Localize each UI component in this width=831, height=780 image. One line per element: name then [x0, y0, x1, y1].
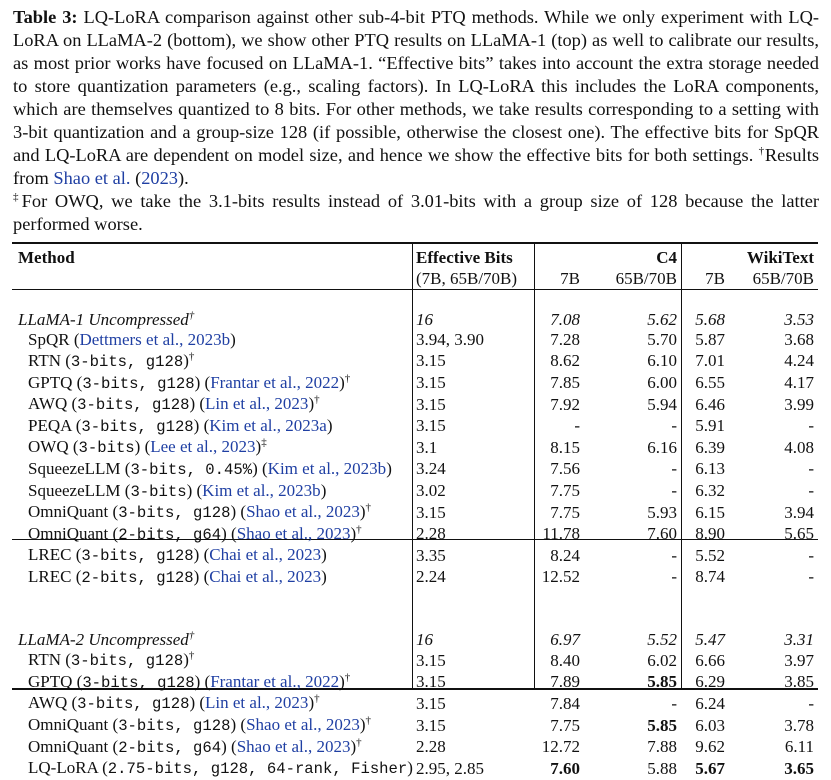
footnote-mark: † [365, 501, 372, 514]
citation-link[interactable]: Shao et al., 2023 [236, 736, 351, 756]
citation-link[interactable]: Lee et al., 2023 [150, 437, 256, 457]
method-config: 3-bits, g128 [82, 673, 195, 692]
wikitext-7b-cell: 6.29 [695, 672, 725, 692]
wikitext-big-cell: - [808, 567, 814, 587]
wikitext-7b-cell: 7.01 [695, 351, 725, 371]
citation-link-shao[interactable]: Shao et al. [53, 168, 131, 188]
method-cell [12, 416, 412, 438]
c4-7b-cell: 7.89 [550, 672, 580, 692]
effective-bits-cell: 3.15 [416, 715, 446, 735]
citation-link[interactable]: Kim et al., 2023b [202, 480, 321, 500]
table-row [12, 502, 818, 524]
c4-7b-cell: 7.75 [550, 502, 580, 522]
wikitext-7b-cell: 5.91 [695, 416, 725, 436]
citation-link[interactable]: Kim et al., 2023a [209, 415, 327, 435]
c4-big-cell: 5.85 [647, 672, 677, 692]
wikitext-7b-cell: 5.68 [695, 309, 725, 329]
c4-7b-cell: 7.75 [550, 715, 580, 735]
table-row [12, 545, 818, 567]
wikitext-big-cell: 3.99 [784, 394, 814, 414]
effective-bits-cell: 3.1 [416, 437, 438, 457]
c4-big-cell: 7.60 [647, 524, 677, 544]
wikitext-7b-cell: 9.62 [695, 737, 725, 757]
c4-7b-cell: 12.52 [541, 567, 580, 587]
method-paren: ) ( [193, 566, 210, 586]
wikitext-big-cell: - [808, 481, 814, 501]
c4-big-cell: 6.10 [647, 351, 677, 371]
c4-big-cell: - [671, 545, 677, 565]
wikitext-big-cell: 3.85 [784, 672, 814, 692]
header-wt-big: 65B/70B [752, 268, 814, 288]
c4-big-cell: 5.93 [647, 502, 677, 522]
method-config: 3-bits, g128 [118, 717, 231, 736]
wikitext-7b-cell: 8.90 [695, 524, 725, 544]
wikitext-big-cell: 3.97 [784, 650, 814, 670]
table-row [12, 437, 818, 459]
citation-link[interactable]: Dettmers et al., 2023b [79, 330, 231, 350]
method-paren: ) [407, 758, 413, 778]
citation-link[interactable]: Kim et al., 2023b [267, 458, 387, 478]
citation-link[interactable]: Shao et al., 2023 [246, 502, 360, 522]
wikitext-7b-cell: 6.55 [695, 373, 725, 393]
method-config: 2-bits, g64 [118, 525, 222, 544]
header-wt-7b: 7B [705, 268, 725, 288]
wikitext-big-cell: 3.78 [784, 715, 814, 735]
header-c4-big: 65B/70B [615, 268, 677, 288]
c4-big-cell: - [671, 481, 677, 501]
effective-bits-cell: 3.15 [416, 373, 446, 393]
wikitext-7b-cell: 6.03 [695, 715, 725, 735]
method-paren-close: ) [339, 372, 345, 392]
method-paren: ) ( [230, 715, 247, 735]
method-name: GPTQ ( [28, 671, 83, 691]
effective-bits-cell: 3.35 [416, 545, 446, 565]
effective-bits-cell: 3.15 [416, 416, 446, 436]
wikitext-big-cell: - [808, 693, 814, 713]
wikitext-big-cell: 6.11 [784, 737, 814, 757]
effective-bits-cell: 3.15 [416, 351, 446, 371]
method-paren: ) ( [134, 437, 151, 457]
citation-link[interactable]: Chai et al., 2023 [209, 566, 322, 586]
method-paren: ) ( [221, 523, 237, 543]
method-cell [12, 459, 412, 481]
c4-big-cell: 7.88 [647, 737, 677, 757]
method-cell [12, 630, 412, 651]
c4-7b-cell: - [574, 416, 580, 436]
wikitext-big-cell: 3.31 [784, 629, 814, 649]
header-method: Method [18, 248, 75, 267]
method-paren: ) ( [230, 502, 247, 522]
method-cell [12, 545, 412, 567]
table-row [12, 394, 818, 416]
method-paren: ) ( [189, 693, 206, 713]
method-config: 3-bits, g128 [70, 652, 184, 671]
method-paren-close: ) [386, 458, 392, 478]
method-paren-close: ) [321, 545, 327, 565]
method-cell [12, 310, 412, 331]
header-c4: C4 [656, 248, 677, 267]
method-name: LQ-LoRA ( [28, 758, 108, 778]
method-paren-close: ) [359, 502, 366, 522]
method-name: RTN ( [28, 350, 71, 370]
wikitext-7b-cell: 5.47 [695, 629, 725, 649]
header-effective-bits-sub: (7B, 65B/70B) [416, 268, 518, 288]
c4-7b-cell: 6.97 [550, 629, 580, 649]
ddagger-mark: ‡ [13, 190, 22, 203]
section-header-row [12, 630, 818, 651]
wikitext-7b-cell: 5.67 [695, 758, 725, 778]
method-config: 3-bits, g128 [81, 547, 194, 566]
method-paren-close: ) [320, 480, 327, 500]
wikitext-big-cell: 4.17 [784, 373, 814, 393]
c4-big-cell: 5.88 [647, 758, 677, 778]
effective-bits-cell: 3.24 [416, 459, 446, 479]
c4-big-cell: - [671, 416, 677, 436]
citation-link[interactable]: Lin et al., 2023 [205, 394, 309, 414]
method-paren: ) ( [194, 671, 211, 691]
citation-link[interactable]: Frantar et al., 2022 [210, 372, 340, 392]
citation-link[interactable]: Frantar et al., 2022 [210, 671, 340, 691]
method-paren: ) ( [252, 458, 268, 478]
effective-bits-cell: 3.15 [416, 672, 446, 692]
method-paren-close: ) [326, 415, 333, 435]
table-row [12, 650, 818, 672]
method-cell [12, 330, 412, 351]
wikitext-big-cell: - [808, 459, 814, 479]
header-row-1 [12, 248, 818, 269]
method-name: LLaMA-1 Uncompressed [18, 309, 189, 329]
method-name: PEQA ( [28, 415, 82, 435]
method-paren: ) ( [221, 736, 237, 756]
wikitext-big-cell: 4.08 [784, 437, 814, 457]
effective-bits-cell: 3.94, 3.90 [416, 330, 484, 350]
method-cell [12, 715, 412, 737]
method-paren: ) [183, 350, 189, 370]
table-caption [13, 6, 819, 236]
c4-7b-cell: 7.28 [550, 330, 580, 350]
table-row [12, 693, 818, 715]
header-row-2 [12, 269, 818, 290]
method-name: RTN ( [28, 650, 71, 670]
method-cell [12, 394, 412, 416]
c4-big-cell: 5.52 [647, 629, 677, 649]
method-config: 3-bits, g128 [70, 352, 184, 371]
method-cell [12, 650, 412, 672]
dagger-mark: † [758, 144, 765, 157]
citation-link[interactable]: Chai et al., 2023 [209, 545, 322, 565]
footnote-mark: † [314, 692, 320, 705]
wikitext-big-cell: 3.94 [784, 502, 814, 522]
method-name: AWQ ( [28, 394, 78, 414]
wikitext-7b-cell: 6.13 [695, 459, 725, 479]
effective-bits-cell: 3.15 [416, 394, 446, 414]
table-row [12, 416, 818, 438]
method-paren-close: ) [350, 736, 357, 756]
header-effective-bits: Effective Bits [416, 248, 513, 267]
c4-big-cell: 5.62 [647, 309, 677, 329]
method-paren-close: ) [230, 330, 236, 350]
caption-paren: ( [130, 168, 142, 188]
method-paren: ) [183, 650, 189, 670]
method-name: OmniQuant ( [28, 502, 119, 522]
method-cell [12, 437, 412, 459]
footnote-mark: † [356, 523, 362, 536]
method-cell [12, 502, 412, 524]
method-paren-close: ) [308, 394, 315, 414]
citation-link[interactable]: Shao et al., 2023 [236, 523, 351, 543]
caption-paren-close: ). [178, 168, 189, 188]
c4-7b-cell: 7.85 [550, 373, 580, 393]
caption-text: LQ-LoRA comparison against other sub-4-bit PTQ methods. While we only experiment with LQ-LoRA on LLaMA-2 (bottom), we show other PTQ results on LLaMA-1 (top) as well to calibrate our results, as most prior works have focused on LLaMA-1. “Effective bits” takes into account the extra storage needed to store quantization parameters (e.g., scaling factors). In LQ-LoRA this includes the LoRA components, which are themselves quantized to 8 bits. For other methods, we take results corresponding to a setting with 3-bit quantization and a group-size 128 (if possible, otherwise the closest one). The effective bits for SpQR and LQ-LoRA are dependent on model size, and hence we show the effective bits for both settings. [13, 7, 819, 165]
footnote-mark: ‡ [261, 436, 267, 449]
method-config: 3-bits, g128 [77, 695, 190, 714]
table-row [12, 373, 818, 395]
c4-7b-cell: 7.84 [550, 693, 580, 713]
top-rule [12, 242, 818, 244]
method-config: 3-bits [78, 439, 135, 458]
method-config: 3-bits, g128 [118, 504, 231, 523]
method-config: 3-bits, g128 [81, 417, 194, 436]
table-row [12, 758, 818, 780]
method-paren-close: ) [339, 671, 345, 691]
citation-year-link[interactable]: 2023 [141, 168, 178, 188]
effective-bits-cell: 3.02 [416, 481, 446, 501]
method-name: GPTQ ( [28, 372, 83, 392]
section-header-row [12, 310, 818, 331]
wikitext-7b-cell: 5.52 [695, 545, 725, 565]
footnote-mark: † [188, 649, 195, 662]
c4-7b-cell: 8.15 [550, 437, 580, 457]
effective-bits-cell: 3.15 [416, 650, 446, 670]
method-config: 2.75-bits, g128, 64-rank, Fisher [107, 760, 408, 779]
c4-big-cell: 5.85 [647, 715, 677, 735]
c4-7b-cell: 7.56 [550, 459, 580, 479]
method-cell [12, 693, 412, 715]
method-name: OWQ ( [28, 437, 79, 457]
wikitext-big-cell: 3.68 [784, 330, 814, 350]
method-config: 3-bits, g128 [77, 396, 190, 415]
caption-owq-note: For OWQ, we take the 3.1-bits results instead of 3.01-bits with a group size of 128 because the latter performed worse. [13, 191, 820, 234]
method-config: 3-bits, g128 [82, 374, 195, 393]
c4-big-cell: 6.16 [647, 437, 677, 457]
c4-7b-cell: 8.62 [550, 351, 580, 371]
effective-bits-cell: 3.15 [416, 502, 446, 522]
wikitext-big-cell: 3.65 [784, 758, 814, 778]
footnote-mark: † [344, 671, 351, 684]
wikitext-big-cell: - [808, 545, 814, 565]
method-paren: ) ( [194, 372, 211, 392]
footnote-mark: † [365, 714, 372, 727]
method-paren: ) ( [193, 545, 210, 565]
method-paren-close: ) [308, 693, 315, 713]
table-row [12, 672, 818, 694]
caption-results-from: Results from [13, 145, 820, 188]
method-cell [12, 758, 412, 780]
footnote-mark: † [356, 736, 362, 748]
wikitext-7b-cell: 6.15 [695, 502, 725, 522]
llama1-section [12, 310, 818, 589]
method-paren: ) ( [193, 415, 210, 435]
method-cell [12, 481, 412, 503]
table-row [12, 567, 818, 589]
citation-link[interactable]: Lin et al., 2023 [205, 693, 309, 713]
table-row [12, 351, 818, 373]
c4-big-cell: 5.94 [647, 394, 677, 414]
wikitext-big-cell: 4.24 [784, 351, 814, 371]
method-name: OmniQuant ( [28, 736, 119, 756]
effective-bits-cell: 16 [416, 629, 433, 649]
method-cell [12, 672, 412, 694]
footnote-mark: † [314, 393, 320, 406]
wikitext-7b-cell: 5.87 [695, 330, 725, 350]
effective-bits-cell: 2.28 [416, 524, 446, 544]
method-paren: ) ( [189, 394, 206, 414]
c4-7b-cell: 7.75 [550, 481, 580, 501]
method-name: AWQ ( [28, 693, 78, 713]
table-row [12, 524, 818, 546]
method-name: LLaMA-2 Uncompressed [18, 629, 189, 649]
method-name: LREC ( [28, 545, 82, 565]
method-paren-close: ) [359, 715, 366, 735]
c4-7b-cell: 7.92 [550, 394, 580, 414]
effective-bits-cell: 2.28 [416, 737, 446, 757]
effective-bits-cell: 2.95, 2.85 [416, 758, 484, 778]
method-name: OmniQuant ( [28, 523, 119, 543]
effective-bits-cell: 2.24 [416, 567, 446, 587]
wikitext-7b-cell: 6.66 [695, 650, 725, 670]
c4-big-cell: 6.00 [647, 373, 677, 393]
header-c4-7b: 7B [560, 268, 580, 288]
c4-big-cell: - [671, 459, 677, 479]
method-cell [12, 373, 412, 395]
method-paren-close: ) [350, 523, 357, 543]
wikitext-big-cell: 5.65 [784, 524, 814, 544]
method-name: OmniQuant ( [28, 715, 119, 735]
method-config: 3-bits, 0.45% [130, 460, 253, 479]
c4-7b-cell: 12.72 [541, 737, 580, 757]
footnote-mark: † [188, 629, 195, 642]
table-row [12, 459, 818, 481]
results-table [12, 248, 818, 780]
method-cell [12, 567, 412, 589]
c4-big-cell: - [671, 567, 677, 587]
effective-bits-cell: 3.15 [416, 693, 446, 713]
table-row [12, 737, 818, 759]
method-config: 2-bits, g128 [81, 568, 194, 587]
table-row [12, 330, 818, 351]
c4-7b-cell: 8.24 [550, 545, 580, 565]
c4-7b-cell: 11.78 [542, 524, 580, 544]
method-config: 2-bits, g64 [118, 738, 222, 757]
effective-bits-cell: 16 [416, 309, 433, 329]
header-wikitext: WikiText [746, 248, 814, 267]
method-name: SqueezeLLM ( [28, 458, 131, 478]
method-name: LREC ( [28, 566, 82, 586]
wikitext-big-cell: 3.53 [784, 309, 814, 329]
wikitext-big-cell: - [808, 416, 814, 436]
table-row [12, 481, 818, 503]
footnote-mark: † [188, 309, 195, 322]
wikitext-7b-cell: 6.24 [695, 693, 725, 713]
method-name: SpQR ( [28, 330, 80, 350]
citation-link[interactable]: Shao et al., 2023 [246, 715, 360, 735]
method-paren-close: ) [321, 566, 327, 586]
wikitext-7b-cell: 6.32 [695, 481, 725, 501]
caption-label: Table 3: [13, 7, 78, 27]
c4-7b-cell: 7.60 [550, 758, 580, 778]
footnote-mark: † [188, 350, 195, 363]
method-name: SqueezeLLM ( [28, 480, 131, 500]
table-row [12, 715, 818, 737]
c4-big-cell: 5.70 [647, 330, 677, 350]
method-cell [12, 524, 412, 546]
wikitext-7b-cell: 8.74 [695, 567, 725, 587]
method-config: 3-bits [130, 482, 187, 501]
method-paren: ) ( [186, 480, 203, 500]
method-paren-close: ) [255, 437, 262, 457]
method-cell [12, 351, 412, 373]
llama2-section [12, 630, 818, 780]
method-cell [12, 737, 412, 759]
footnote-mark: † [344, 371, 351, 384]
c4-7b-cell: 8.40 [550, 650, 580, 670]
c4-7b-cell: 7.08 [550, 309, 580, 329]
c4-big-cell: 6.02 [647, 650, 677, 670]
wikitext-7b-cell: 6.39 [695, 437, 725, 457]
wikitext-7b-cell: 6.46 [695, 394, 725, 414]
c4-big-cell: - [671, 693, 677, 713]
